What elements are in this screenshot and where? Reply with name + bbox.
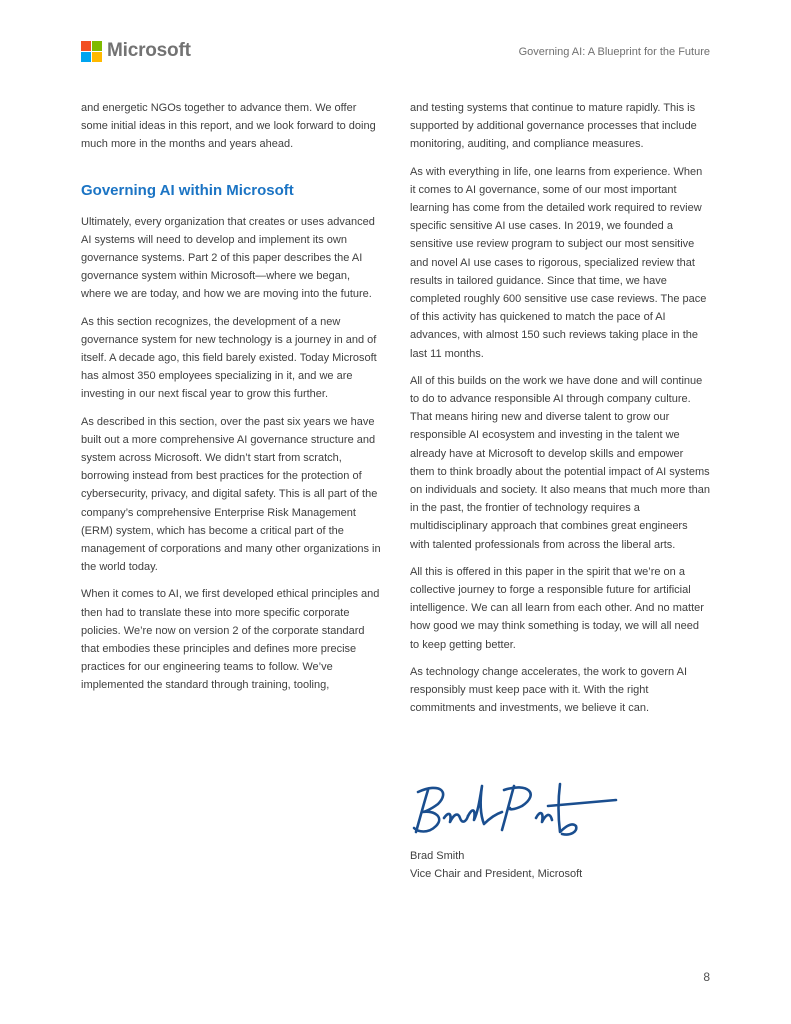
brand-name: Microsoft: [107, 40, 191, 61]
page-number: 8: [703, 970, 710, 984]
right-column: [410, 99, 710, 727]
signer-block: [410, 847, 582, 883]
left-column: [81, 99, 381, 704]
signer-title: Vice Chair and President, Microsoft: [410, 868, 583, 880]
paragraph: As this section recognizes, the development of a new governance system for new technology is a journey in and of itself. A decade ago, this field barely existed. Today Microsoft has almost 350 employees specializing in it, and we are investing in our next fiscal year to grow this further.: [81, 315, 377, 401]
microsoft-logo: [81, 40, 191, 62]
windows-logo-icon: [81, 41, 102, 62]
paragraph: and testing systems that continue to mature rapidly. This is supported by additional governance processes that include monitoring, auditing, and compliance measures.: [410, 102, 697, 151]
section-heading: Governing AI within Microsoft: [81, 181, 294, 199]
document-title: Governing AI: A Blueprint for the Future: [518, 46, 710, 58]
logo-square-blue: [81, 52, 91, 62]
paragraph: and energetic NGOs together to advance them. We offer some initial ideas in this report, and we look forward to doing much more in the months and years ahead.: [81, 102, 376, 151]
paragraph: As technology change accelerates, the work to govern AI responsibly must keep pace with it. With the right commitments and investments, we believe it can.: [410, 665, 687, 715]
paragraph: When it comes to AI, we first developed ethical principles and then had to translate these into more specific corporate policies. We’re now on version 2 of the corporate standard that embodies these principles and defines more precise practices for our engineering teams to follow. We’ve implemented the standard through training, tooling,: [81, 588, 380, 692]
signature-image: [410, 778, 620, 838]
paragraph: All this is offered in this paper in the spirit that we’re on a collective journey to forge a responsible future for artificial intelligence. We can all learn from each other. And no matter how good we may think something is today, we will all need to keep getting better.: [410, 565, 704, 651]
logo-square-yellow: [92, 52, 102, 62]
paragraph: As with everything in life, one learns from experience. When it comes to AI governance, some of our most important learning has come from the detailed work required to review specific sensitive AI use cases. In 2019, we founded a sensitive use review program to subject our most sensitive and novel AI use cases to rigorous, specialized review that results in tailored guidance. Since that time, we have completed roughly 600 sensitive use case reviews. The pace of this activity has quickened to match the pace of AI advances, with almost 150 such reviews taking place in the last 11 months.: [410, 165, 707, 360]
signer-name: Brad Smith: [410, 850, 465, 862]
paragraph: All of this builds on the work we have done and will continue to do to advance responsible AI through company culture. That means hiring new and diverse talent to grow our responsible AI ecosystem and investing in the talent we already have at Microsoft to develop skills and empower them to think broadly about the potential impact of AI systems on individuals and society. It also means that much more than in the past, the frontier of technology requires a multidisciplinary approach that combines great engineers with talented professionals from across the liberal arts.: [410, 374, 711, 551]
logo-square-green: [92, 41, 102, 51]
paragraph: Ultimately, every organization that creates or uses advanced AI systems will need to develop and implement its own governance systems. Part 2 of this paper describes the AI governance system within Microsoft—where we began, where we are today, and how we are moving into the future.: [81, 215, 375, 301]
logo-square-red: [81, 41, 91, 51]
paragraph: As described in this section, over the past six years we have built out a more comprehensive AI governance structure and system across Microsoft. We didn’t start from scratch, borrowing instead from best practices for the protection of cybersecurity, privacy, and digital safety. This is all part of the company’s comprehensive Enterprise Risk Management (ERM) system, which has become a critical part of the management of corporations and many other organizations in the world today.: [81, 415, 381, 574]
